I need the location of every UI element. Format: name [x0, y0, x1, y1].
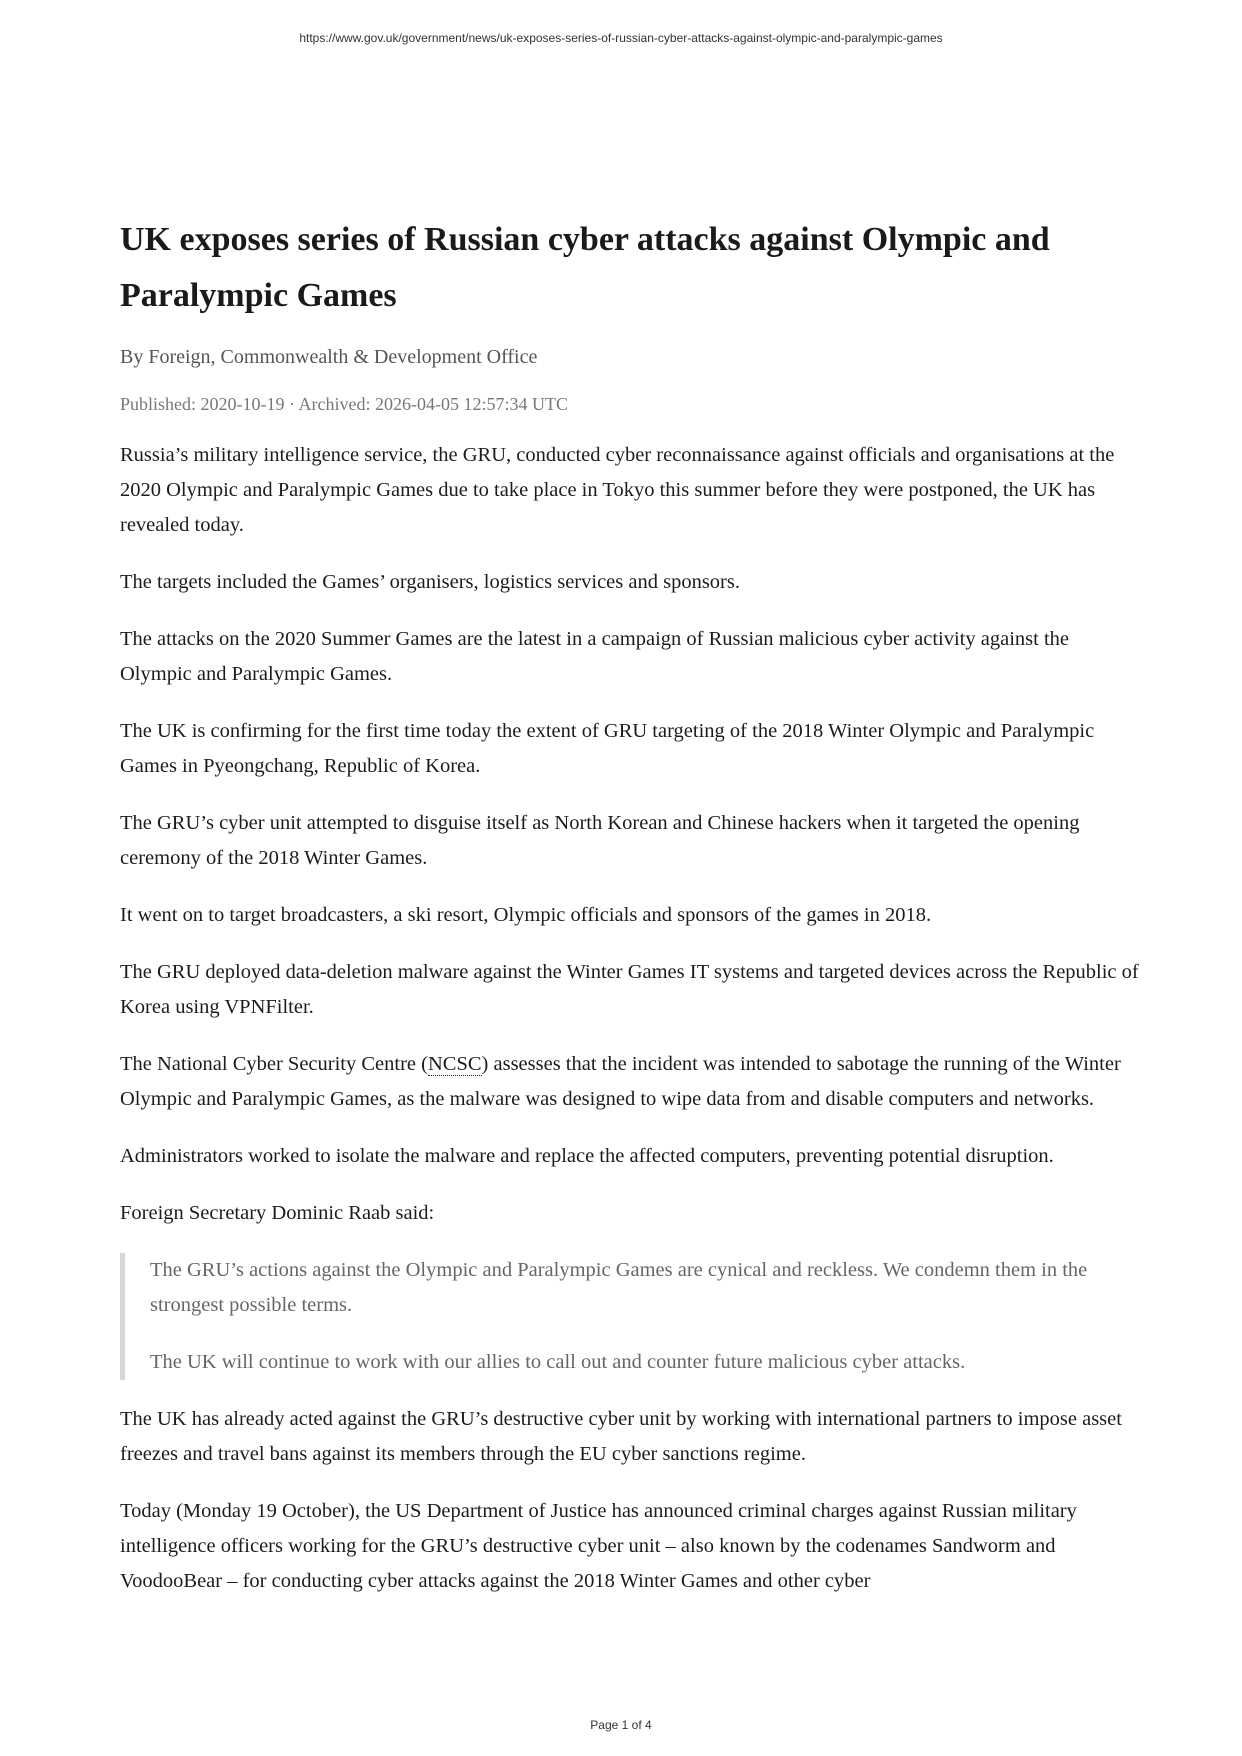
quote-paragraph: The UK will continue to work with our allies to call out and counter future malicious cyber attacks. [150, 1351, 966, 1373]
ncsc-text-before: The National Cyber Security Centre ( [120, 1053, 428, 1075]
paragraph-ncsc [120, 1047, 1140, 1117]
article-byline: By Foreign, Commonwealth & Development Office [120, 346, 538, 368]
article [120, 212, 1140, 1599]
paragraph-disguise: The GRU’s cyber unit attempted to disguise itself as North Korean and Chinese hackers when it targeted the opening ceremony of the 2018 Winter Games. [120, 812, 1080, 869]
blockquote [120, 1253, 1140, 1380]
paragraph-gru-reconnaissance: Russia’s military intelligence service, the GRU, conducted cyber reconnaissance against officials and organisations at the 2020 Olympic and Paralympic Games due to take place in Tokyo this summer before they were postponed, the UK has revealed today. [120, 444, 1115, 536]
ncsc-text-after: ) assesses that the incident was intended to sabotage the running of the Winter Olympic and Paralympic Games, as the malware was designed to wipe data from and disable computers and networks. [120, 1053, 1121, 1110]
paragraph-winter-games: The UK is confirming for the first time today the extent of GRU targeting of the 2018 Winter Olympic and Paralympic Games in Pyeongchang, Republic of Korea. [120, 720, 1095, 777]
paragraph-broadcasters: It went on to target broadcasters, a ski resort, Olympic officials and sponsors of the games in 2018. [120, 904, 932, 926]
paragraph-malware: The GRU deployed data-deletion malware against the Winter Games IT systems and targeted devices across the Republic of Korea using VPNFilter. [120, 961, 1139, 1018]
paragraph-summer-games: The attacks on the 2020 Summer Games are the latest in a campaign of Russian malicious cyber activity against the Olympic and Paralympic Games. [120, 628, 1069, 685]
paragraph-sanctions: The UK has already acted against the GRU’s destructive cyber unit by working with international partners to impose asset freezes and travel bans against its members through the EU cyber sanctions regime. [120, 1408, 1122, 1465]
paragraph-targets: The targets included the Games’ organisers, logistics services and sponsors. [120, 571, 740, 593]
article-title: UK exposes series of Russian cyber attacks against Olympic and Paralympic Games [120, 221, 1050, 314]
page-number: Page 1 of 4 [590, 1718, 652, 1732]
publication-date: Published: 2020-10-19 · Archived: 2026-04-05 12:57:34 UTC [120, 394, 568, 414]
paragraph-us-charges: Today (Monday 19 October), the US Department of Justice has announced criminal charges against Russian military intelligence officers working for the GRU’s destructive cyber unit – also known by the codenames Sandworm and VoodooBear – for conducting cyber attacks against the 2018 Winter Games and other cyber [120, 1500, 1077, 1592]
page-url-header: https://www.gov.uk/government/news/uk-exposes-series-of-russian-cyber-attacks-against-olympic-and-paralympic-games [299, 31, 943, 45]
quote-paragraph: The GRU’s actions against the Olympic and Paralympic Games are cynical and reckless. We condemn them in the strongest possible terms. [150, 1259, 1088, 1316]
ncsc-abbreviation[interactable]: NCSC [427, 1053, 482, 1075]
paragraph-raab-said: Foreign Secretary Dominic Raab said: [120, 1202, 435, 1224]
paragraph-administrators: Administrators worked to isolate the malware and replace the affected computers, preventing potential disruption. [120, 1145, 1054, 1167]
